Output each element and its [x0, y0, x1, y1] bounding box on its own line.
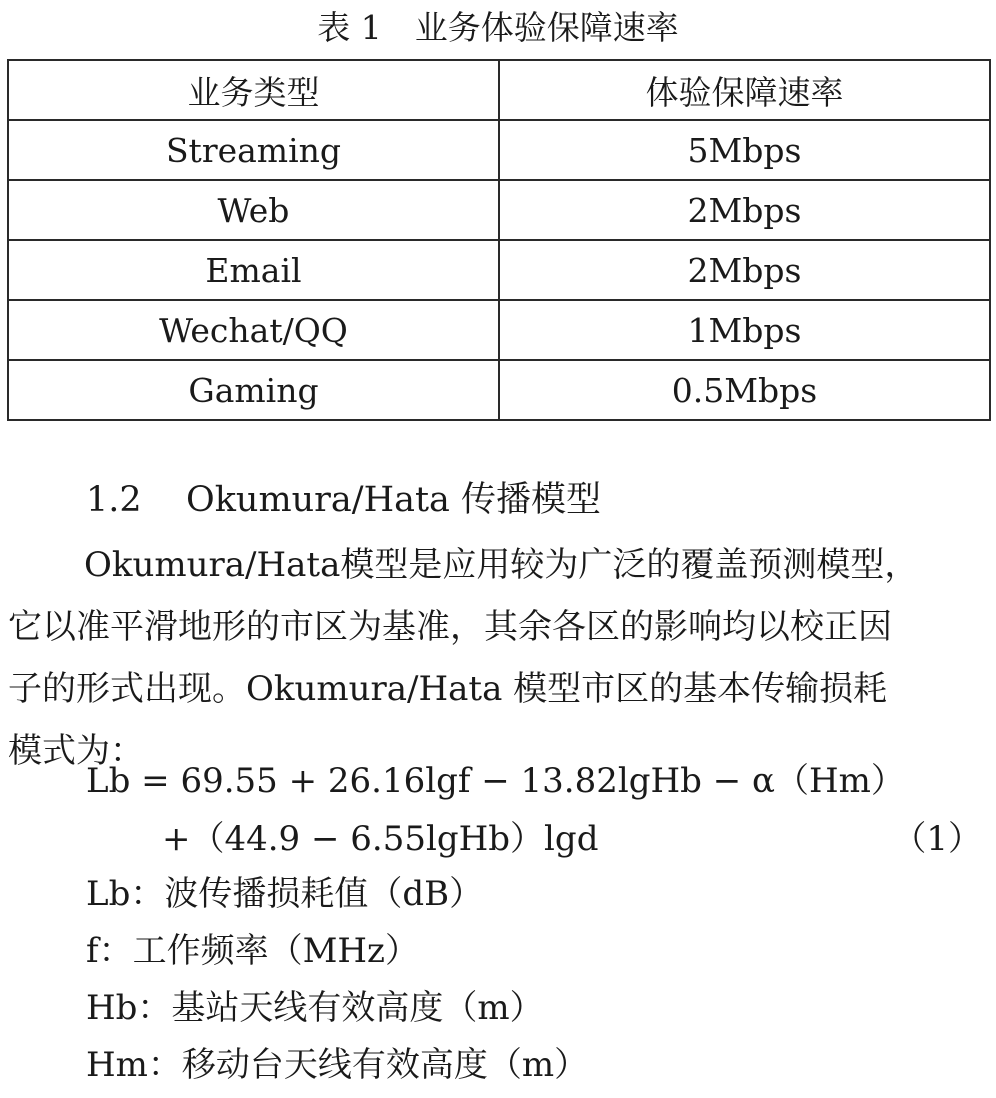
service-type-cell: Email: [8, 240, 499, 300]
equation-line-2: [86, 810, 986, 868]
paragraph-line: 模式为：: [8, 731, 144, 771]
rate-cell: 5Mbps: [499, 120, 990, 180]
header-service-type: 业务类型: [8, 60, 499, 120]
definition-hm: Hm：移动台天线有效高度（m）: [86, 1045, 589, 1085]
paragraph-line: 它以准平滑地形的市区为基准，其余各区的影响均以校正因: [8, 607, 892, 647]
service-type-cell: Web: [8, 180, 499, 240]
rate-cell: 2Mbps: [499, 240, 990, 300]
paragraph-line: 子的形式出现。Okumura/Hata 模型市区的基本传输损耗: [8, 669, 888, 709]
section-heading: [86, 472, 601, 528]
definition-f: f：工作频率（MHz）: [86, 931, 419, 971]
section-title: Okumura/Hata 传播模型: [186, 480, 602, 520]
paragraph-line: Okumura/Hata模型是应用较为广泛的覆盖预测模型，: [84, 545, 919, 585]
rate-cell: 1Mbps: [499, 300, 990, 360]
table-row: [8, 180, 990, 240]
variable-definitions: [86, 866, 588, 1094]
equation-line-1: Lb = 69.55 + 26.16lgf − 13.82lgHb − α（Hm）: [86, 761, 905, 801]
body-paragraph: [8, 534, 988, 782]
table-row: [8, 360, 990, 420]
section-number: 1.2: [86, 480, 142, 520]
definition-hb: Hb：基站天线有效高度（m）: [86, 988, 544, 1028]
service-type-cell: Wechat/QQ: [8, 300, 499, 360]
equation-number: （1）: [892, 819, 982, 859]
service-type-cell: Gaming: [8, 360, 499, 420]
table-caption: 表 1 业务体验保障速率: [317, 8, 679, 47]
table-row: [8, 300, 990, 360]
equation-line-2-text: +（44.9 − 6.55lgHb）lgd: [162, 819, 599, 859]
table-row: [8, 120, 990, 180]
table-header-row: [8, 60, 990, 120]
rate-cell: 0.5Mbps: [499, 360, 990, 420]
service-rate-table: [7, 59, 991, 421]
definition-lb: Lb：波传播损耗值（dB）: [86, 874, 484, 914]
service-type-cell: Streaming: [8, 120, 499, 180]
header-guaranteed-rate: 体验保障速率: [499, 60, 990, 120]
rate-cell: 2Mbps: [499, 180, 990, 240]
table-row: [8, 240, 990, 300]
equation-block: [86, 752, 986, 868]
